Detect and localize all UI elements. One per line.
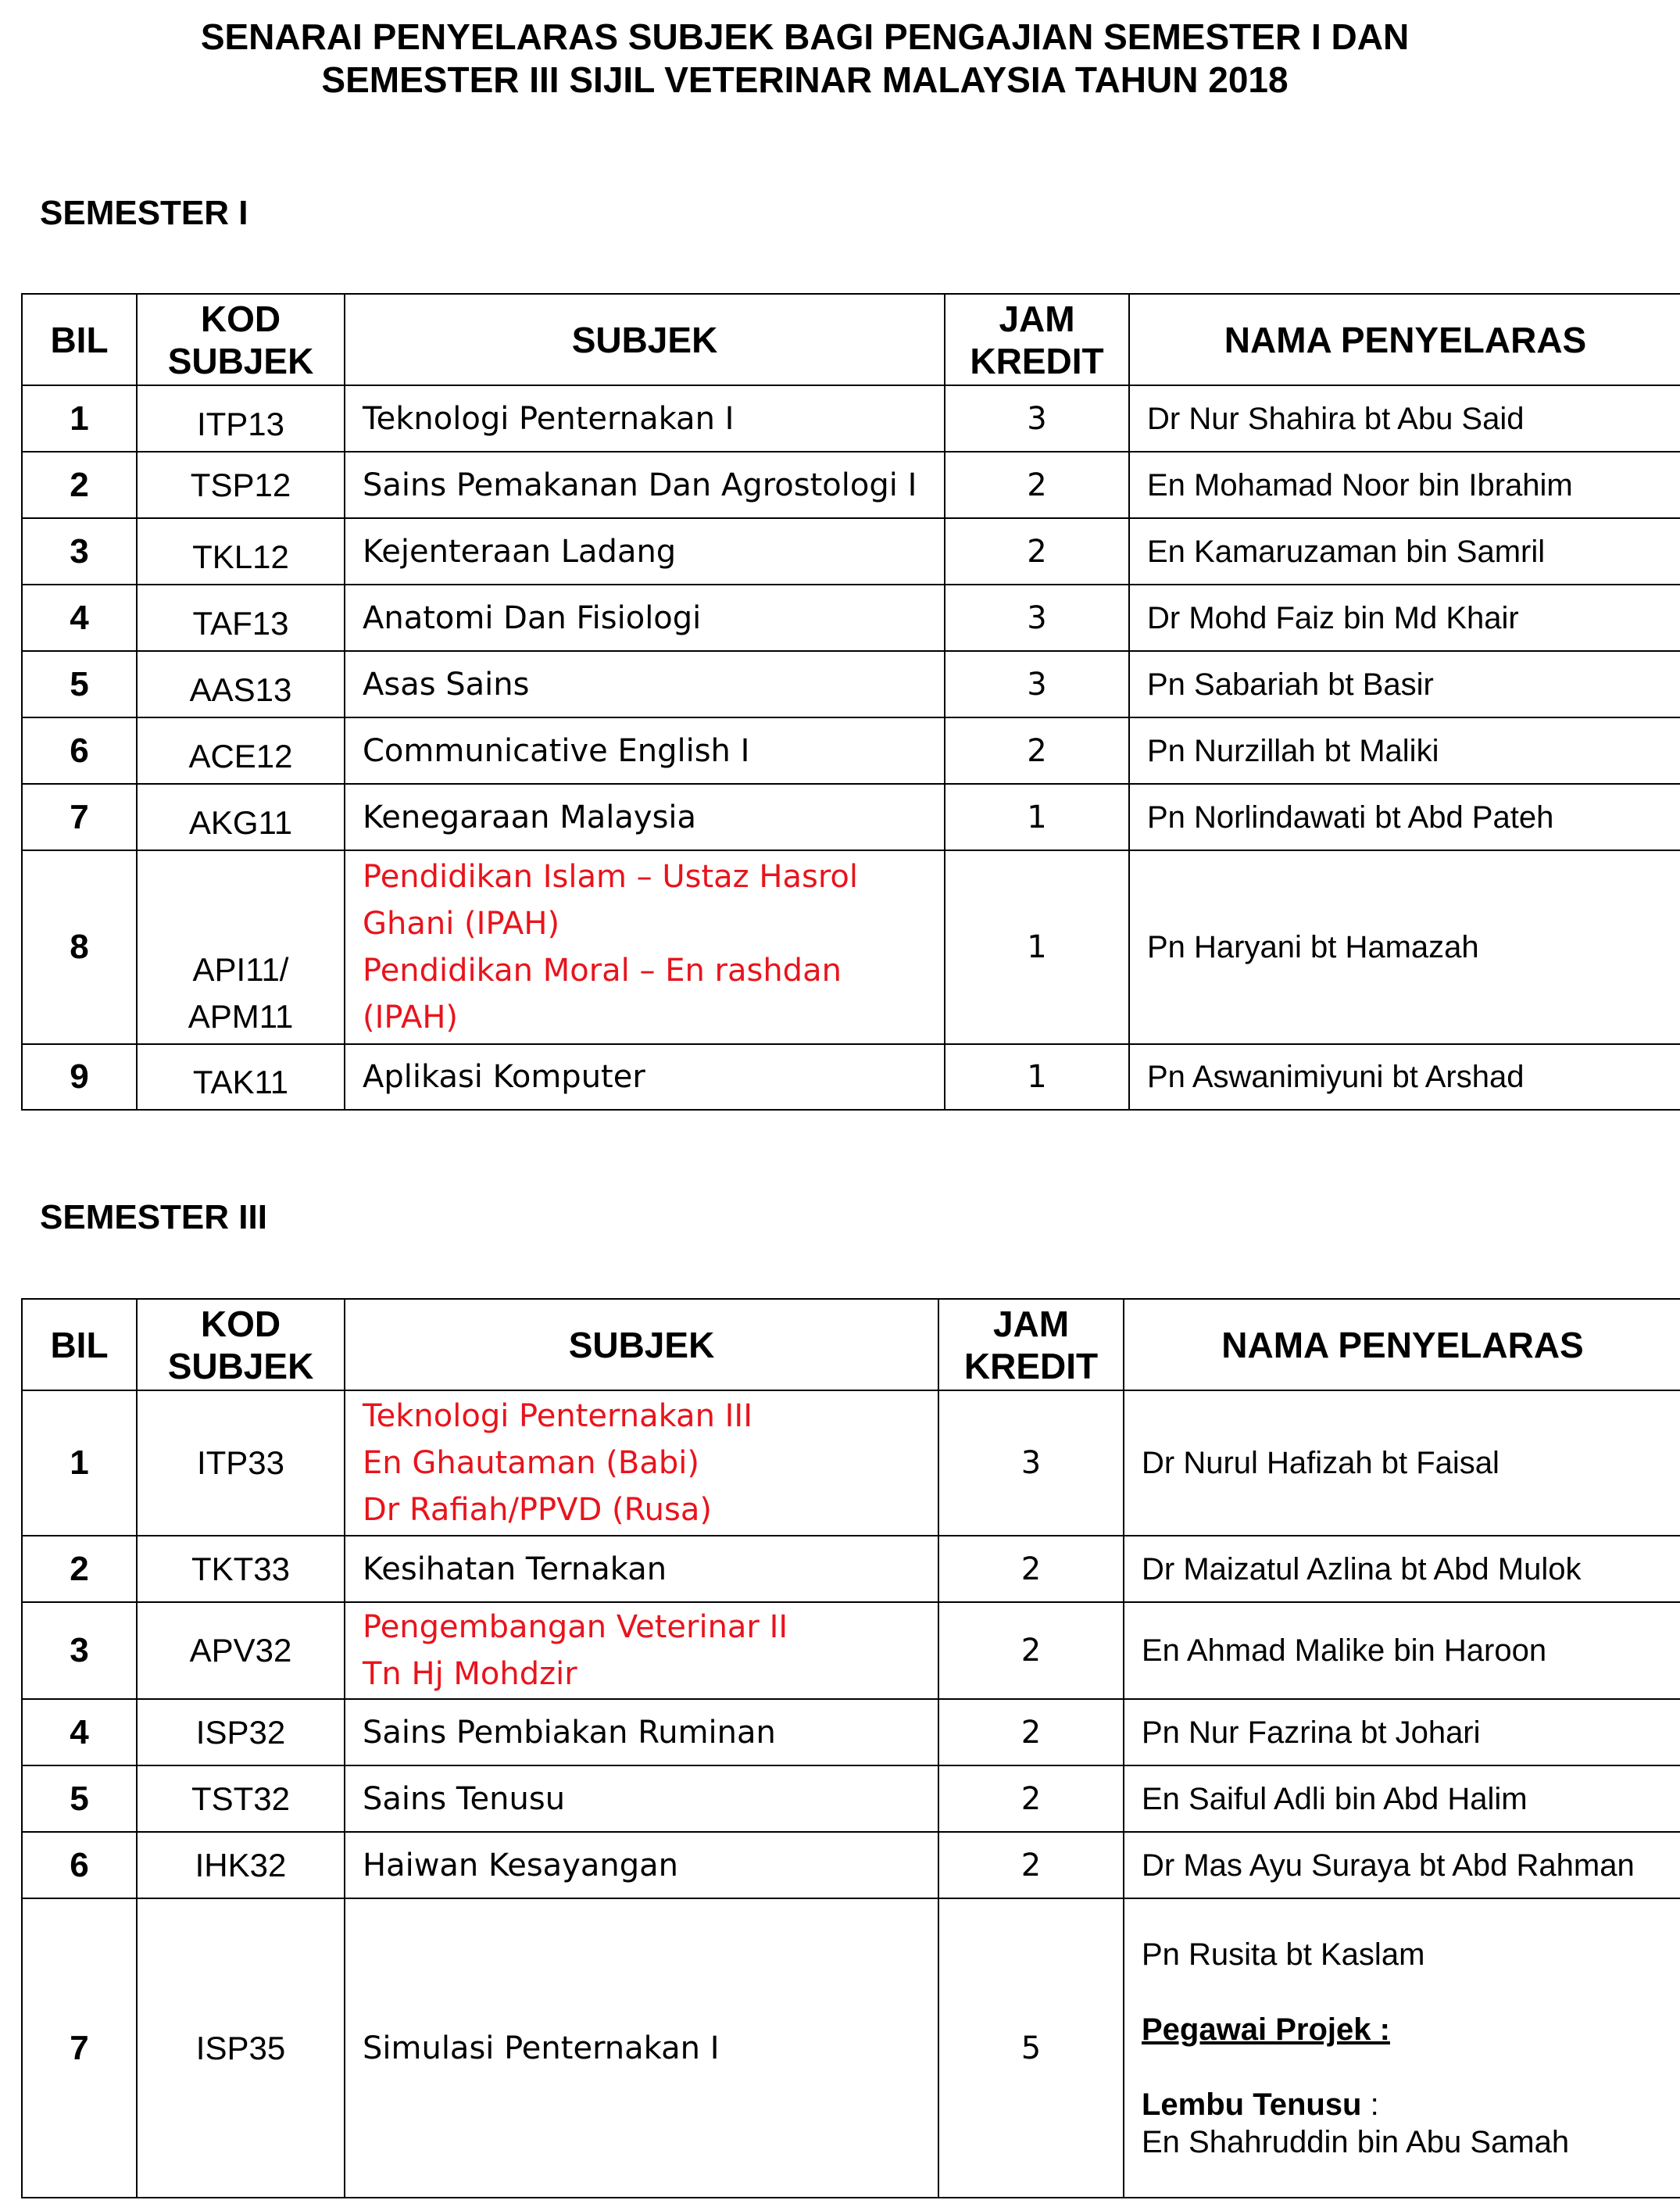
cell-subjek: Sains Pemakanan Dan Agrostologi I	[345, 452, 945, 518]
cell-subjek: Kejenteraan Ladang	[345, 518, 945, 585]
cell-jam: 2	[945, 452, 1129, 518]
cell-subjek: Asas Sains	[345, 651, 945, 717]
col-header-kod-subjek: KOD SUBJEK	[137, 294, 345, 385]
cell-subjek: Kenegaraan Malaysia	[345, 784, 945, 850]
cell-kod: API11/ APM11	[137, 850, 345, 1044]
cell-kod: ISP35	[137, 1898, 345, 2198]
cell-bil: 7	[22, 1898, 137, 2198]
table-row	[22, 518, 1680, 585]
cell-nama: En Kamaruzaman bin Samril	[1129, 518, 1680, 585]
cell-nama: Dr Mohd Faiz bin Md Khair	[1129, 585, 1680, 651]
cell-subjek: Haiwan Kesayangan	[345, 1832, 938, 1898]
semester-1-table	[21, 293, 1680, 1111]
cell-kod: ITP33	[137, 1390, 345, 1536]
cell-bil: 7	[22, 784, 137, 850]
cell-subjek: Sains Tenusu	[345, 1765, 938, 1832]
coordinator-name: Pn Rusita bt Kaslam	[1142, 1937, 1425, 1972]
cell-nama: Pn Nur Fazrina bt Johari	[1124, 1699, 1680, 1765]
cell-kod: TSP12	[137, 452, 345, 518]
cell-nama	[1124, 1898, 1680, 2198]
cell-jam: 2	[938, 1536, 1124, 1602]
cell-bil: 2	[22, 452, 137, 518]
table-row	[22, 1390, 1680, 1536]
cell-bil: 6	[22, 1832, 137, 1898]
table-row	[22, 452, 1680, 518]
cell-subjek: Teknologi Penternakan I	[345, 385, 945, 452]
cell-nama: En Saiful Adli bin Abd Halim	[1124, 1765, 1680, 1832]
cell-nama: Pn Haryani bt Hamazah	[1129, 850, 1680, 1044]
cell-jam: 3	[945, 585, 1129, 651]
project-officer-name: En Shahruddin bin Abu Samah	[1142, 2124, 1570, 2159]
col-header-bil: BIL	[22, 1299, 137, 1390]
cell-subjek: Kesihatan Ternakan	[345, 1536, 938, 1602]
cell-nama: Pn Sabariah bt Basir	[1129, 651, 1680, 717]
col-header-kod-subjek: KOD SUBJEK	[137, 1299, 345, 1390]
table-row	[22, 1602, 1680, 1699]
table-row	[22, 1044, 1680, 1110]
col-header-nama-penyelaras: NAMA PENYELARAS	[1124, 1299, 1680, 1390]
cell-nama: Dr Nurul Hafizah bt Faisal	[1124, 1390, 1680, 1536]
cell-jam: 2	[938, 1832, 1124, 1898]
cell-bil: 5	[22, 651, 137, 717]
table-row	[22, 1536, 1680, 1602]
cell-subjek: Pengembangan Veterinar II Tn Hj Mohdzir	[345, 1602, 938, 1699]
table-header-row	[22, 1299, 1680, 1390]
semester-3-table	[21, 1298, 1680, 2198]
cell-jam: 1	[945, 784, 1129, 850]
col-header-subjek: SUBJEK	[345, 294, 945, 385]
cell-bil: 4	[22, 585, 137, 651]
cell-bil: 4	[22, 1699, 137, 1765]
cell-bil: 9	[22, 1044, 137, 1110]
cell-subjek: Sains Pembiakan Ruminan	[345, 1699, 938, 1765]
col-header-jam-kredit: JAM KREDIT	[938, 1299, 1124, 1390]
cell-kod: ISP32	[137, 1699, 345, 1765]
cell-bil: 3	[22, 518, 137, 585]
cell-kod: AKG11	[137, 784, 345, 850]
cell-bil: 8	[22, 850, 137, 1044]
cell-kod: APV32	[137, 1602, 345, 1699]
cell-kod: TAF13	[137, 585, 345, 651]
cell-kod: TAK11	[137, 1044, 345, 1110]
document-title-line-1: SENARAI PENYELARAS SUBJEK BAGI PENGAJIAN SEMESTER I DAN	[200, 16, 1410, 57]
table-row	[22, 850, 1680, 1044]
dairy-cattle-line: Lembu Tenusu :	[1142, 2087, 1379, 2122]
cell-bil: 5	[22, 1765, 137, 1832]
col-header-nama-penyelaras: NAMA PENYELARAS	[1129, 294, 1680, 385]
cell-jam: 2	[945, 518, 1129, 585]
cell-jam: 2	[938, 1699, 1124, 1765]
cell-jam: 3	[945, 385, 1129, 452]
cell-nama: Pn Nurzillah bt Maliki	[1129, 717, 1680, 784]
cell-kod: TKT33	[137, 1536, 345, 1602]
table-row	[22, 1898, 1680, 2198]
table-row	[22, 651, 1680, 717]
cell-nama: Dr Mas Ayu Suraya bt Abd Rahman	[1124, 1832, 1680, 1898]
cell-jam: 2	[945, 717, 1129, 784]
cell-jam: 1	[945, 850, 1129, 1044]
cell-nama: Pn Norlindawati bt Abd Pateh	[1129, 784, 1680, 850]
cell-bil: 3	[22, 1602, 137, 1699]
cell-subjek: Communicative English I	[345, 717, 945, 784]
cell-bil: 6	[22, 717, 137, 784]
table-row	[22, 585, 1680, 651]
table-row	[22, 1765, 1680, 1832]
cell-subjek: Aplikasi Komputer	[345, 1044, 945, 1110]
cell-kod: IHK32	[137, 1832, 345, 1898]
cell-subjek: Pendidikan Islam – Ustaz Hasrol Ghani (IPAH) Pendidikan Moral – En rashdan (IPAH)	[345, 850, 945, 1044]
cell-kod: ACE12	[137, 717, 345, 784]
col-header-bil: BIL	[22, 294, 137, 385]
cell-kod: ITP13	[137, 385, 345, 452]
cell-jam: 3	[945, 651, 1129, 717]
cell-subjek: Anatomi Dan Fisiologi	[345, 585, 945, 651]
table-header-row	[22, 294, 1680, 385]
cell-kod: TST32	[137, 1765, 345, 1832]
cell-jam: 1	[945, 1044, 1129, 1110]
cell-subjek: Simulasi Penternakan I	[345, 1898, 938, 2198]
cell-jam: 2	[938, 1765, 1124, 1832]
cell-bil: 1	[22, 1390, 137, 1536]
project-officer-label: Pegawai Projek :	[1142, 2012, 1390, 2047]
cell-jam: 2	[938, 1602, 1124, 1699]
semester-1-heading: SEMESTER I	[40, 194, 248, 232]
table-row	[22, 1832, 1680, 1898]
col-header-jam-kredit: JAM KREDIT	[945, 294, 1129, 385]
cell-jam: 3	[938, 1390, 1124, 1536]
table-row	[22, 717, 1680, 784]
cell-nama: Dr Maizatul Azlina bt Abd Mulok	[1124, 1536, 1680, 1602]
cell-bil: 1	[22, 385, 137, 452]
table-row	[22, 1699, 1680, 1765]
col-header-subjek: SUBJEK	[345, 1299, 938, 1390]
cell-subjek: Teknologi Penternakan III En Ghautaman (Babi) Dr Rafiah/PPVD (Rusa)	[345, 1390, 938, 1536]
cell-nama: En Mohamad Noor bin Ibrahim	[1129, 452, 1680, 518]
cell-bil: 2	[22, 1536, 137, 1602]
cell-jam: 5	[938, 1898, 1124, 2198]
cell-kod: AAS13	[137, 651, 345, 717]
semester-3-heading: SEMESTER III	[40, 1198, 267, 1236]
table-row	[22, 385, 1680, 452]
cell-nama: En Ahmad Malike bin Haroon	[1124, 1602, 1680, 1699]
cell-kod: TKL12	[137, 518, 345, 585]
table-row	[22, 784, 1680, 850]
cell-nama: Pn Aswanimiyuni bt Arshad	[1129, 1044, 1680, 1110]
cell-nama: Dr Nur Shahira bt Abu Said	[1129, 385, 1680, 452]
document-title-line-2: SEMESTER III SIJIL VETERINAR MALAYSIA TAHUN 2018	[321, 59, 1289, 100]
